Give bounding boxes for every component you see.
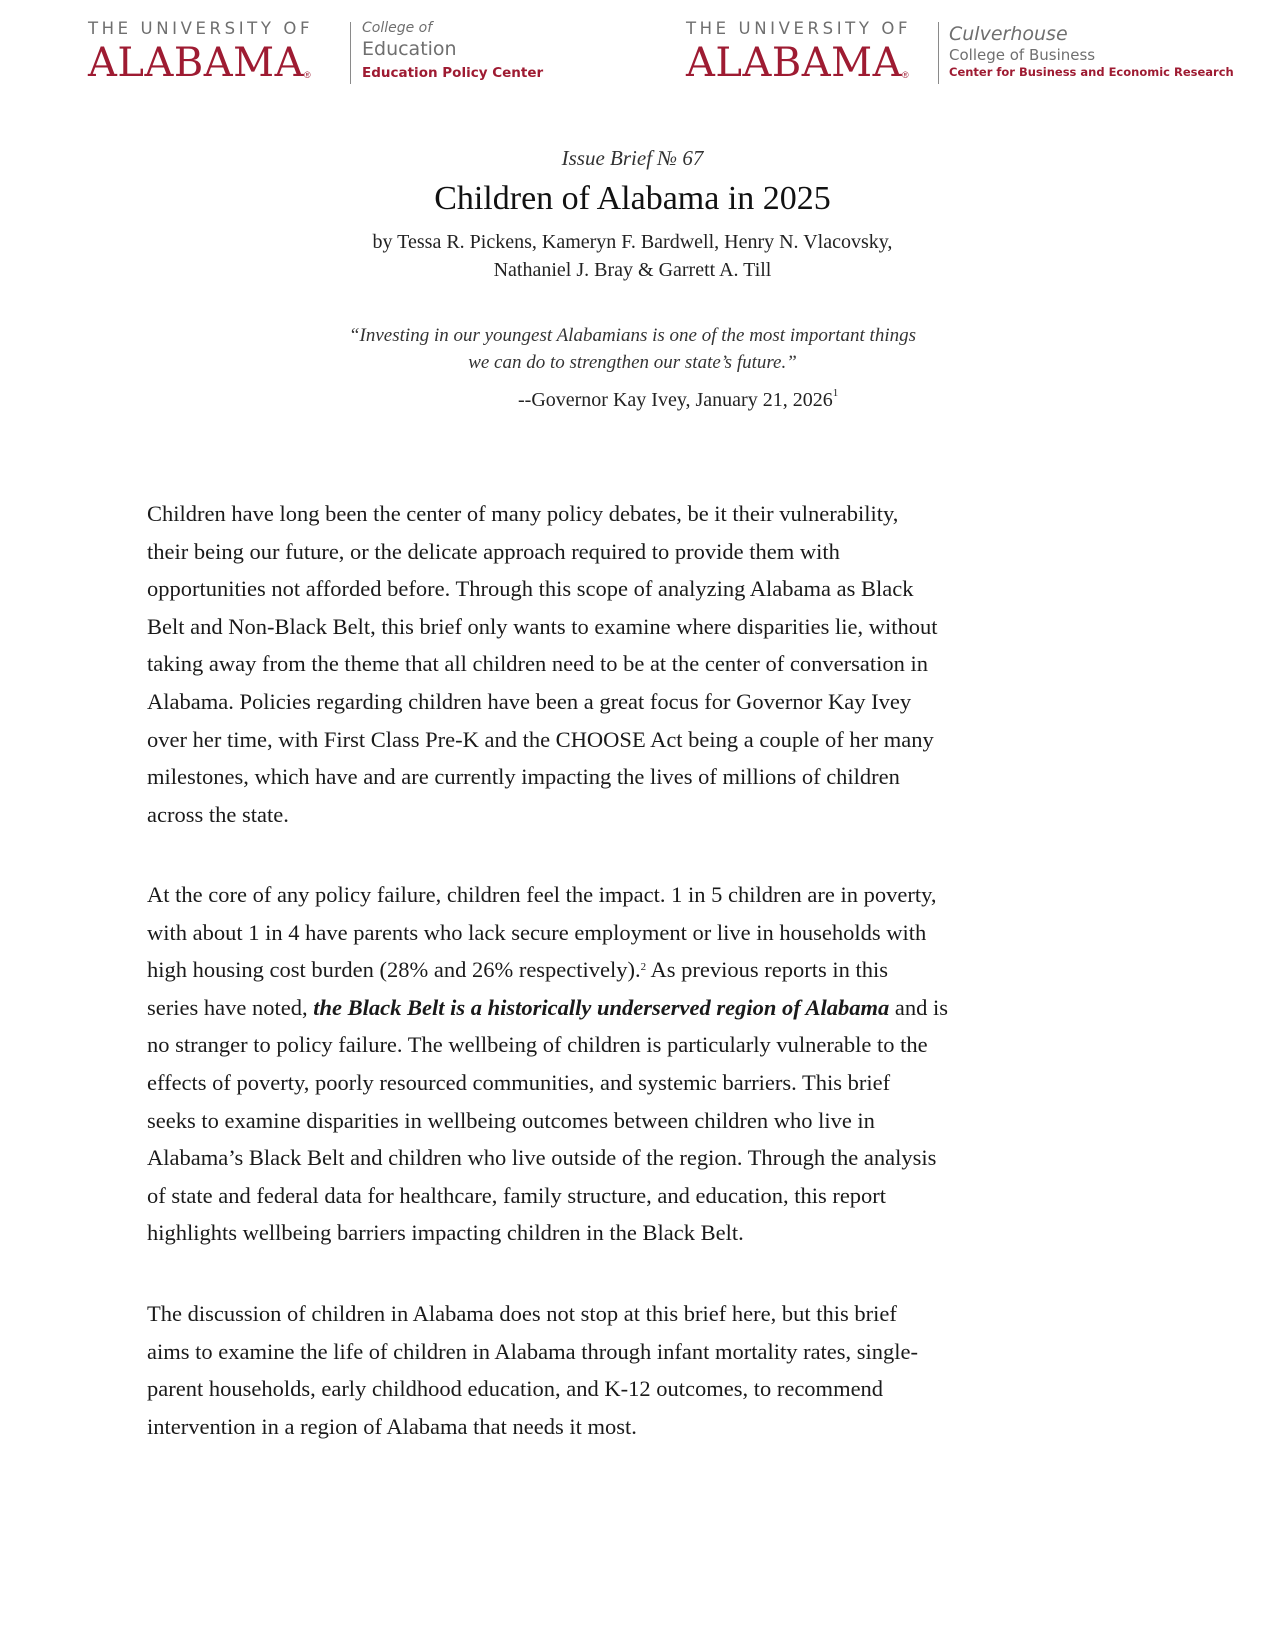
college-unit [362, 20, 543, 83]
authors [0, 228, 1265, 284]
authors-line-2: Nathaniel J. Bray & Garrett A. Till [493, 259, 772, 281]
paragraph-line [147, 951, 1107, 989]
alabama-wordmark: ALABAMA [686, 40, 902, 86]
university-line: THE UNIVERSITY OF [686, 19, 912, 38]
university-line: THE UNIVERSITY OF [88, 19, 314, 38]
text-run: high housing cost burden (28% and 26% respectively). [147, 957, 641, 983]
paragraph-intro [147, 495, 1107, 833]
unit-line-2: Education [362, 38, 457, 60]
registered-mark: ® [303, 70, 312, 80]
university-wordmark [686, 20, 911, 85]
culverhouse-cber-logo [686, 19, 1234, 90]
text-run: As previous reports in this [646, 957, 889, 983]
authors-line-1: by Tessa R. Pickens, Kameryn F. Bardwell, Henry N. Vlacovsky, [372, 231, 893, 253]
logo-divider [350, 22, 351, 84]
alabama-wordmark: ALABAMA [88, 40, 304, 86]
college-unit [949, 20, 1234, 80]
quote-line-1: “Investing in our youngest Alabamians is one of the most important things [348, 325, 916, 346]
unit-line-1: College of [362, 20, 433, 36]
quote-line-2: we can do to strengthen our state’s future.” [468, 352, 797, 373]
paragraph-line: no stranger to policy failure. The wellbeing of children is particularly vulnerable to the [147, 1032, 928, 1058]
paragraph-line: across the state. [147, 801, 289, 827]
paragraph-line: aims to examine the life of children in Alabama through infant mortality rates, single- [147, 1338, 919, 1364]
paragraph-scope [147, 1295, 1107, 1445]
paragraph-line [147, 989, 1107, 1027]
education-policy-center-logo [88, 20, 548, 90]
quote-attribution [518, 389, 838, 412]
paragraph-line: intervention in a region of Alabama that needs it most. [147, 1413, 637, 1439]
text-run: and is [889, 994, 948, 1020]
paragraph-line: milestones, which have and are currently impacting the lives of millions of children [147, 764, 900, 790]
footnote-ref-2: 2 [640, 961, 647, 974]
paragraph-line: of state and federal data for healthcare, family structure, and education, this report [147, 1182, 887, 1208]
paragraph-line: Children have long been the center of many policy debates, be it their vulnerability, [147, 501, 899, 526]
paragraph-line: highlights wellbeing barriers impacting children in the Black Belt. [147, 1220, 744, 1246]
paragraph-line: with about 1 in 4 have parents who lack secure employment or live in households with [147, 919, 927, 945]
paragraph-line: Alabama. Policies regarding children have been a great focus for Governor Kay Ivey [147, 688, 912, 714]
paragraph-line: their being our future, or the delicate approach required to provide them with [147, 538, 840, 564]
unit-line-3: Education Policy Center [362, 65, 544, 81]
paragraph-line: Belt and Non-Black Belt, this brief only wants to examine where disparities lie, without [147, 613, 938, 639]
emphasized-text: the Black Belt is a historically underserved region of Alabama [313, 994, 890, 1020]
issue-number: Issue Brief № 67 [561, 146, 704, 170]
page-title: Children of Alabama in 2025 [434, 180, 831, 217]
registered-mark: ® [901, 70, 910, 80]
epigraph-quote [0, 322, 1265, 376]
unit-line-3: Center for Business and Economic Research [949, 65, 1234, 79]
unit-line-2: College of Business [949, 46, 1096, 64]
paragraph-line: effects of poverty, poorly resourced communities, and systemic barriers. This brief [147, 1069, 891, 1095]
unit-line-1: Culverhouse [949, 23, 1068, 45]
logo-divider [938, 22, 939, 84]
attribution-text: --Governor Kay Ivey, January 21, 2026 [518, 389, 833, 411]
paragraph-line: Alabama’s Black Belt and children who live outside of the region. Through the analysis [147, 1145, 937, 1171]
paragraph-line: opportunities not afforded before. Through this scope of analyzing Alabama as Black [147, 576, 914, 602]
university-wordmark [88, 20, 313, 85]
paragraph-line: over her time, with First Class Pre-K and the CHOOSE Act being a couple of her many [147, 726, 934, 752]
footnote-ref-1: 1 [832, 387, 839, 399]
paragraph-line: The discussion of children in Alabama does not stop at this brief here, but this brief [147, 1301, 897, 1326]
paragraph-line: taking away from the theme that all children need to be at the center of conversation in [147, 651, 928, 677]
paragraph-line: At the core of any policy failure, children feel the impact. 1 in 5 children are in poverty, [147, 882, 937, 907]
text-run: series have noted, [147, 994, 314, 1020]
paragraph-line: seeks to examine disparities in wellbeing outcomes between children who live in [147, 1107, 875, 1133]
paragraph-policy-failure [147, 876, 1107, 1252]
paragraph-line: parent households, early childhood education, and K-12 outcomes, to recommend [147, 1376, 884, 1402]
